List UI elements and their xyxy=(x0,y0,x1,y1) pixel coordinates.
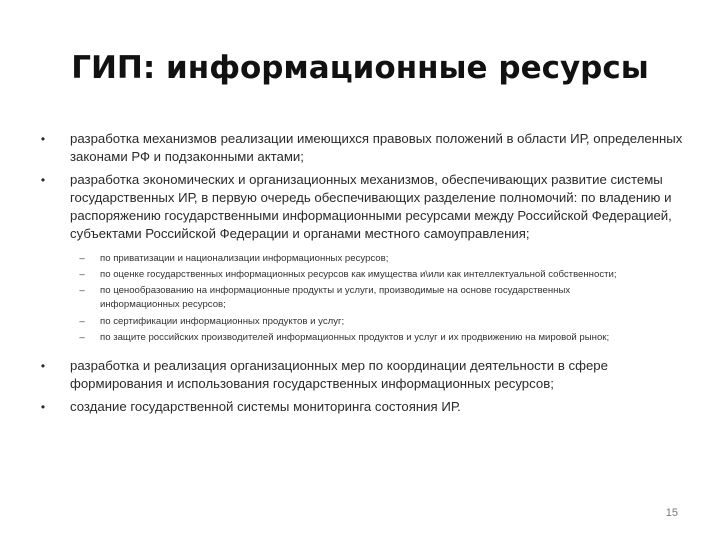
bullet-item xyxy=(36,398,686,416)
dash-marker: – xyxy=(79,252,85,264)
sub-item xyxy=(36,284,686,312)
sub-item-text: по приватизации и национализации информационных ресурсов; xyxy=(100,252,389,264)
slide-content xyxy=(36,130,686,416)
sub-item xyxy=(36,331,686,345)
bullet-marker: • xyxy=(40,359,46,373)
bullet-text: создание государственной системы мониторинга состояния ИР. xyxy=(70,398,461,414)
dash-marker: – xyxy=(79,268,85,280)
sub-item xyxy=(36,252,686,266)
bullet-text: разработка механизмов реализации имеющихся правовых положений в области ИР, определенных законами РФ и подзаконными актами; xyxy=(70,131,683,165)
sub-item xyxy=(36,315,686,329)
bullet-item xyxy=(36,130,686,167)
bullet-list-top xyxy=(36,130,686,244)
sub-item-text: по защите российских производителей информационных продуктов и услуг и их продвижению на мировой рынок; xyxy=(100,331,610,343)
sub-item-text: по оценке государственных информационных ресурсов как имущества и\или как интеллектуальной собственности; xyxy=(100,268,617,280)
bullet-item xyxy=(36,171,686,244)
bullet-item xyxy=(36,357,686,394)
dash-marker: – xyxy=(79,285,85,297)
bullet-list-bottom xyxy=(36,357,686,416)
bullet-marker: • xyxy=(40,132,46,146)
sub-item-text: по ценообразованию на информационные продукты и услуги, производимые на основе государственных информационных ресурсов; xyxy=(100,285,571,311)
dash-sub-list xyxy=(36,252,686,345)
dash-marker: – xyxy=(79,331,85,343)
page-number: 15 xyxy=(665,507,678,519)
bullet-text: разработка и реализация организационных мер по координации деятельности в сфере формирования и использования государственных информационных ресурсов; xyxy=(70,358,608,392)
sub-item-text: по сертификации информационных продуктов и услуг; xyxy=(100,315,345,327)
slide-title: ГИП: информационные ресурсы xyxy=(71,50,649,86)
dash-marker: – xyxy=(79,315,85,327)
bullet-text: разработка экономических и организационных механизмов, обеспечивающих развитие системы государственных ИР, в первую очередь обеспечивающих разделение полномочий: по владению и распоряжению государственными информационными ресурсами между Российской Федерацией, субъектами Российской Федерации и органами местного самоуправления; xyxy=(70,171,672,242)
bullet-marker: • xyxy=(40,172,46,187)
sub-item xyxy=(36,268,686,282)
bullet-marker: • xyxy=(40,399,46,414)
